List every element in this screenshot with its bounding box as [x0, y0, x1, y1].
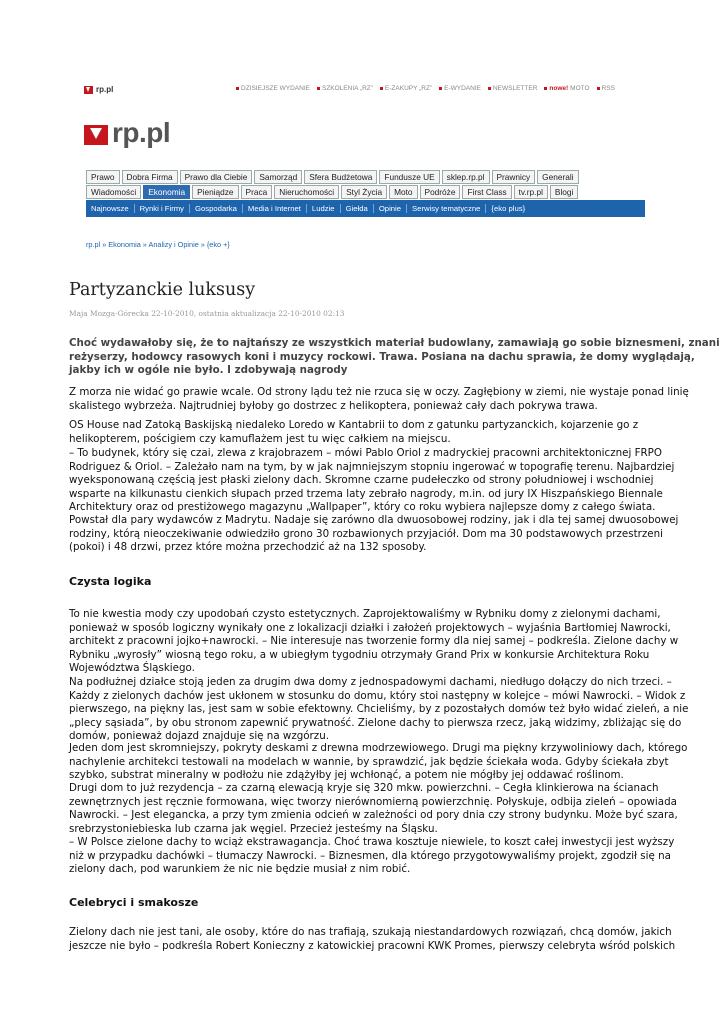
rp-logo-icon	[84, 86, 93, 94]
nav-row-1	[86, 170, 579, 184]
top-link-ezakupy[interactable]: E-ZAKUPY „RZ”	[380, 85, 432, 92]
paragraph-4	[69, 514, 679, 555]
text-line: Rodriguez & Oriol. – Zależało nam na tym, by w jak najmniejszym stopniu ingerować w topografię terenu. Najbardziej	[69, 460, 675, 473]
small-logo-text: rp.pl	[96, 85, 114, 94]
top-link-szkolenia[interactable]: SZKOLENIA „RZ”	[317, 85, 373, 92]
nav-tab-moto[interactable]: Moto	[389, 185, 417, 199]
text-line: helikopterem, pościgiem czy kamuflażem jest tu więc całkiem na miejscu.	[69, 432, 451, 445]
subnav-serwisy-tematyczne[interactable]: Serwisy tematyczne	[407, 204, 486, 213]
text-line: Zielony dach nie jest tani, ale osoby, które do nas trafiają, szukają niestandardowych rozwiązań, chcą domów, jakich	[69, 926, 672, 938]
text-line: ponieważ w sposób logiczny wynikały one z lokalizacji działki i założeń projektowych – wyjaśnia Bartłomiej Nawrocki,	[69, 621, 671, 634]
nav-row-2	[86, 185, 578, 199]
nav-tab-fundusze-ue[interactable]: Fundusze UE	[379, 170, 439, 184]
paragraph-3	[69, 447, 675, 515]
lead-line: jakby ich w ogóle nie było. I zdobywają nagrody	[69, 364, 348, 376]
text-line: niż w przypadku dachówki – tłumaczy Nawrocki. – Biznesmen, dla którego przygotowywaliśmy projekt, zgodził się na	[69, 849, 671, 862]
text-line: architekt z pracowni jojko+nawrocki. – Nie interesuje nas tworzenie formy dla niej samej – podkreśla. Zielone dachy w	[69, 635, 679, 647]
paragraph-6	[69, 676, 689, 744]
paragraph-8	[69, 782, 678, 836]
nav-tab-samorzad[interactable]: Samorząd	[254, 170, 302, 184]
text-line: OS House nad Zatoką Baskijską niedaleko Loredo w Kantabrii to dom z gatunku partyzanckich, kojarzenie go z	[69, 419, 639, 431]
paragraph-9	[69, 836, 675, 877]
site-logo[interactable]	[84, 117, 170, 149]
text-line: pierwszego, na piękny las, jest sam w sobie efektowny. Chcieliśmy, by z pozostałych domów też było widać zieleń, a nie	[69, 703, 689, 715]
text-line: Na podłużnej działce stoją jeden za drugim dwa domy z jednospadowymi dachami, niedługo dołączy do nich trzeci. –	[69, 676, 672, 688]
subnav-ludzie[interactable]: Ludzie	[307, 204, 341, 213]
text-line: Drugi dom to już rezydencja – za czarną elewacją kryje się 320 mkw. powierzchni. – Cegła klinkierowa na ścianach	[69, 782, 659, 794]
nav-tab-sfera-budzetowa[interactable]: Sfera Budżetowa	[304, 170, 377, 184]
nav-tab-podroze[interactable]: Podróże	[420, 185, 461, 199]
subnav-opinie[interactable]: Opinie	[374, 204, 407, 213]
text-line: zielony dach, pod warunkiem że nic nie będzie musiał z nim robić.	[69, 863, 411, 875]
nav-tab-prawnicy[interactable]: Prawnicy	[492, 170, 536, 184]
bullet-icon	[236, 87, 239, 90]
text-line: (pokoi) i 48 drzwi, przez które można przechodzić aż na 132 sposoby.	[69, 541, 427, 553]
text-line: srebrzystoniebieska lub czarna jak węgiel. Przecież jesteśmy na Śląsku.	[69, 822, 438, 835]
text-line: Powstał dla pary wydawców z Madrytu. Nadaje się zarówno dla dwuosobowej rodziny, jak i dla tej samej dwuosobowej	[69, 514, 679, 526]
text-line: Rybniku „wyrosły” wiosną tego roku, a w ubiegłym tygodniu otrzymały Grand Prix w konkursie Architektura Roku	[69, 648, 650, 661]
lead-line: reżyserzy, hodowcy rasowych koni i muzycy rockowi. Trawa. Posiana na dachu sprawia, że domy wyglądają,	[69, 350, 695, 363]
paragraph-5	[69, 608, 679, 676]
article-byline: Maja Mozga-Górecka 22-10-2010, ostatnia aktualizacja 22-10-2010 02:13	[69, 309, 345, 318]
paragraph-1	[69, 386, 689, 413]
top-link-dzisiejsze[interactable]: DZISIEJSZE WYDANIE	[236, 85, 310, 92]
text-line: Województwa Śląskiego.	[69, 662, 195, 674]
top-link-ewydanie[interactable]: E-WYDANIE	[439, 85, 481, 92]
subnav-media-i-internet[interactable]: Media i Internet	[243, 204, 307, 213]
text-line: jeszcze nie było – podkreśla Robert Konieczny z katowickiej pracowni KWK Promes, pierwszy celebryta wśród polskich	[69, 939, 676, 952]
lead-line: Choć wydawałoby się, że to najtańszy ze wszystkich materiał budowlany, zamawiają go sobie biznesmeni, znani	[69, 337, 720, 349]
subnav-eko-plus[interactable]: {eko plus}	[491, 204, 526, 213]
text-line: skalistego wybrzeża. Najtrudniej byłoby go dostrzec z helikoptera, ponieważ cały dach pokrywa trawa.	[69, 399, 598, 412]
breadcrumb[interactable]: rp.pl » Ekonomia » Analizy i Opinie » {eko +}	[86, 240, 230, 249]
text-line: Nawrocki. – Jest elegancka, a przy tym zmienia odcień w zależności od pory dnia czy strony budynku. Może być szara,	[69, 809, 678, 821]
paragraph-10	[69, 926, 676, 953]
subnav-gielda[interactable]: Giełda	[341, 204, 374, 213]
bullet-icon	[488, 87, 491, 90]
bullet-icon	[544, 87, 547, 90]
nav-tab-generali[interactable]: Generali	[537, 170, 578, 184]
subnav-rynki-i-firmy[interactable]: Rynki i Firmy	[135, 204, 190, 213]
paragraph-7	[69, 742, 688, 783]
text-line: zewnętrznych jest ręcznie formowana, więc tworzy nierównomierną powierzchnię. Połyskuje, odbija zieleń – opowiada	[69, 795, 677, 808]
bullet-icon	[380, 87, 383, 90]
text-line: Jeden dom jest skromniejszy, pokryty deskami z drewna modrzewiowego. Drugi ma piękny krzywoliniowy dach, którego	[69, 742, 688, 754]
site-logo-text: rp.pl	[112, 117, 171, 148]
new-badge: nowe!	[549, 85, 569, 92]
article-lead	[69, 337, 720, 378]
nav-tab-prawo-dla-ciebie[interactable]: Prawo dla Ciebie	[180, 170, 253, 184]
nav-tab-wiadomosci[interactable]: Wiadomości	[86, 185, 141, 199]
text-line: wyeksponowaną częścią jest płaski zielony dach. Skromne czarne pudełeczko od strony południowej i wschodniej	[69, 474, 654, 486]
nav-tab-praca[interactable]: Praca	[241, 185, 273, 199]
top-link-moto[interactable]: nowe! MOTO	[544, 85, 589, 92]
text-line: domów, ponieważ dojazd znajduje się na wzgórzu.	[69, 730, 329, 742]
bullet-icon	[439, 87, 442, 90]
top-links	[236, 85, 615, 92]
top-link-rss[interactable]: RSS	[597, 85, 615, 92]
text-line: – To budynek, który się czai, zlewa z krajobrazem – mówi Pablo Oriol z madryckiej pracowni architektonicznej FRPO	[69, 447, 662, 459]
top-link-newsletter[interactable]: NEWSLETTER	[488, 85, 537, 92]
text-line: „plecy sąsiada”, by obu stronom zapewnić prywatność. Zielone dachy to pierwsza rzecz, jaką widzimy, zbliżając się do	[69, 716, 682, 729]
nav-tab-blogi[interactable]: Blogi	[550, 185, 578, 199]
nav-tab-pieniadze[interactable]: Pieniądze	[192, 185, 238, 199]
rp-logo-icon	[84, 125, 108, 145]
text-line: Architektury oraz od prestiżowego magazynu „Wallpaper”, który co roku wybiera najlepsze domy z całego świata.	[69, 501, 656, 513]
nav-tab-tv[interactable]: tv.rp.pl	[514, 185, 548, 199]
sub-nav	[86, 200, 645, 217]
nav-tab-nieruchomosci[interactable]: Nieruchomości	[274, 185, 339, 199]
small-logo[interactable]	[84, 85, 113, 94]
text-line: nachylenie architekci testowali na modelach w wannie, by sprawdzić, jak będzie ściekała woda. Gdyby ściekała zbyt	[69, 755, 669, 768]
text-line: Każdy z zielonych dachów jest ukłonem w stosunku do domu, który stoi następny w kolejce – mówi Nawrocki. – Widok z	[69, 689, 686, 702]
bullet-icon	[597, 87, 600, 90]
nav-tab-sklep[interactable]: sklep.rp.pl	[442, 170, 490, 184]
nav-tab-dobra-firma[interactable]: Dobra Firma	[122, 170, 178, 184]
section-heading-czysta-logika: Czysta logika	[69, 575, 152, 588]
bullet-icon	[317, 87, 320, 90]
nav-tab-ekonomia[interactable]: Ekonomia	[143, 185, 190, 199]
text-line: wsparte na kilkunastu cienkich słupach przed trzema laty zebrało nagrody, m.in. od jury IX Hiszpańskiego Biennale	[69, 487, 663, 500]
text-line: – W Polsce zielone dachy to wciąż ekstrawagancja. Choć trawa kosztuje niewiele, to koszt całej inwestycji jest wyższy	[69, 836, 675, 848]
text-line: Z morza nie widać go prawie wcale. Od strony lądu też nie rzuca się w oczy. Zagłębiony w ziemi, nie wystaje ponad linię	[69, 386, 689, 398]
text-line: To nie kwestia mody czy upodobań czysto estetycznych. Zaprojektowaliśmy w Rybniku domy z zielonymi dachami,	[69, 608, 661, 620]
nav-tab-first-class[interactable]: First Class	[462, 185, 511, 199]
section-heading-celebryci: Celebryci i smakosze	[69, 896, 199, 909]
paragraph-2	[69, 419, 661, 446]
subnav-najnowsze[interactable]: Najnowsze	[86, 204, 135, 213]
nav-tab-prawo[interactable]: Prawo	[86, 170, 120, 184]
subnav-gospodarka[interactable]: Gospodarka	[190, 204, 243, 213]
nav-tab-styl-zycia[interactable]: Styl Życia	[341, 185, 387, 199]
article-title: Partyzanckie luksusy	[69, 280, 256, 300]
text-line: rodziny, którą nieoczekiwanie odwiedziło grono 30 rozbawionych przyjaciół. Dom ma 30 podstawowych przestrzeni	[69, 527, 663, 540]
text-line: szybko, substrat mineralny w podłożu nie zdążyłby jej wchłonąć, a potem nie mógłby jej oddawać roślinom.	[69, 769, 624, 781]
